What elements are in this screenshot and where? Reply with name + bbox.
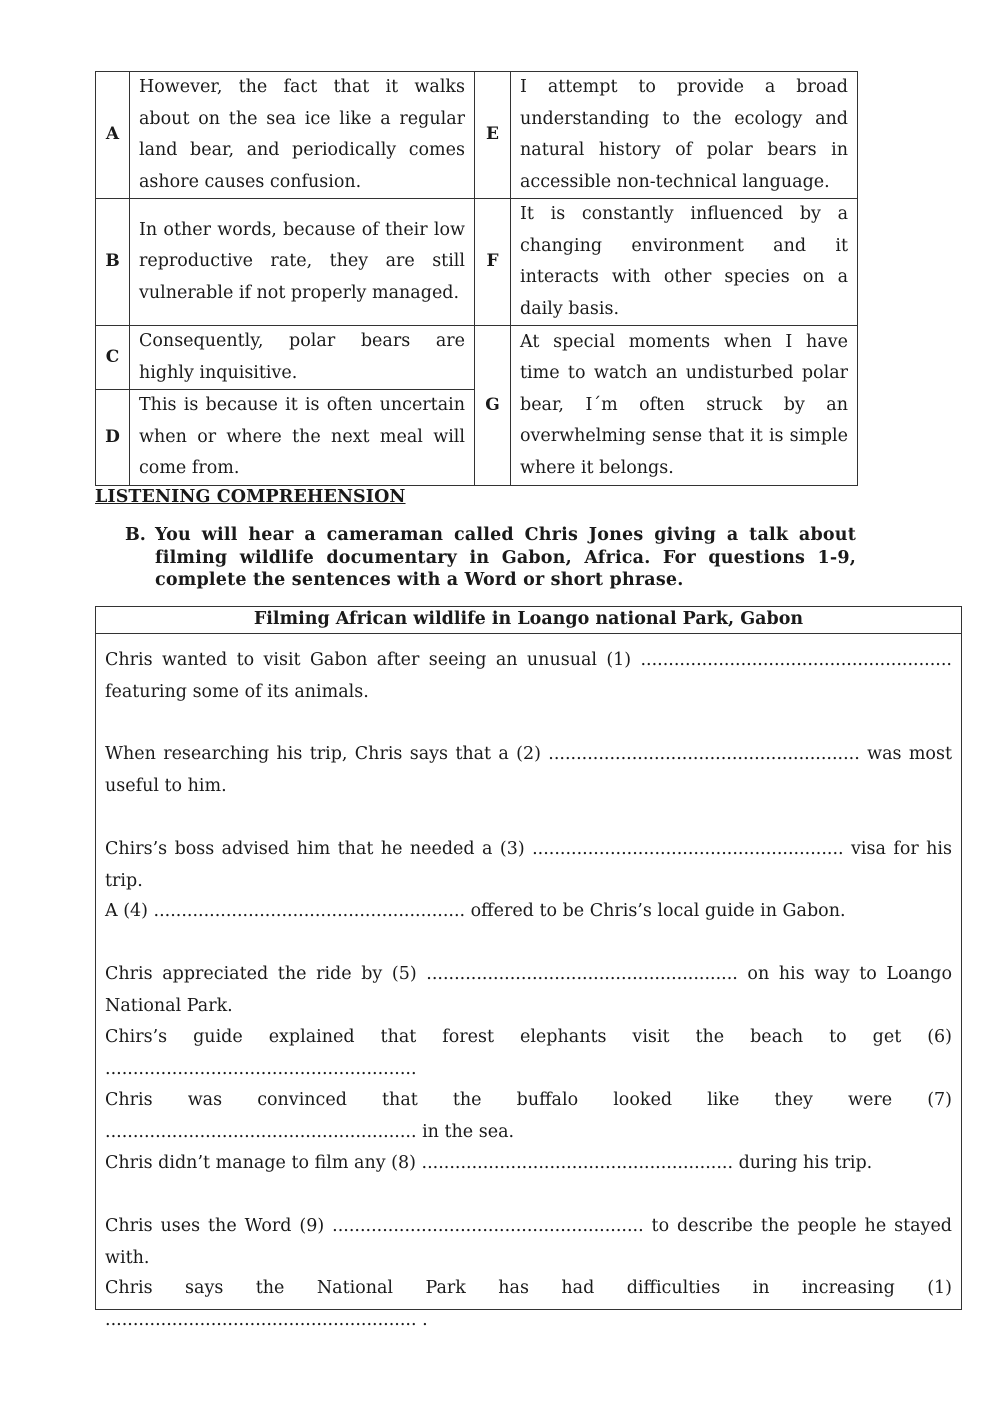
option-letter-c: C bbox=[96, 326, 130, 390]
question-5: Chris appreciated the ride by (5) ........................................................ on his way to Loango National Park. bbox=[105, 964, 952, 1016]
option-letter-g: G bbox=[475, 326, 511, 486]
option-text-a: However, the fact that it walks about on the sea ice like a regular land bear, and periodically comes ashore causes confusion. bbox=[130, 72, 475, 199]
question-7: Chris was convinced that the buffalo looked like they were (7) ........................................................ in the sea. bbox=[105, 1090, 952, 1142]
section-heading: LISTENING COMPREHENSION bbox=[95, 487, 406, 507]
table-row bbox=[96, 326, 858, 390]
option-text-f: It is constantly influenced by a changing environment and it interacts with other species on a daily basis. bbox=[511, 199, 858, 326]
question-9: Chris uses the Word (9) ........................................................ to describe the people he stayed with. bbox=[105, 1216, 952, 1268]
question-10: Chris says the National Park has had difficulties in increasing (1) ........................................................ . bbox=[105, 1278, 952, 1330]
option-text-d: This is because it is often uncertain when or where the next meal will come from. bbox=[130, 390, 475, 486]
table-row bbox=[96, 72, 858, 199]
table-row bbox=[96, 199, 858, 326]
instructions bbox=[125, 524, 856, 592]
option-letter-b: B bbox=[96, 199, 130, 326]
instruction-text: You will hear a cameraman called Chris Jones giving a talk about filming wildlife documentary in Gabon, Africa. For questions 1-9, complete the sentences with a Word or short phrase. bbox=[155, 525, 856, 590]
option-text-c: Consequently, polar bears are highly inquisitive. bbox=[130, 326, 475, 390]
title-divider bbox=[96, 633, 961, 634]
question-2: When researching his trip, Chris says that a (2) ........................................................ was most useful to him. bbox=[105, 744, 952, 796]
option-letter-d: D bbox=[96, 390, 130, 486]
option-letter-f: F bbox=[475, 199, 511, 326]
box-title: Filming African wildlife in Loango national Park, Gabon bbox=[253, 609, 804, 629]
option-text-g: At special moments when I have time to watch an undisturbed polar bear, I´m often struck by an overwhelming sense that it is simple where it belongs. bbox=[511, 326, 858, 486]
question-1: Chris wanted to visit Gabon after seeing an unusual (1) ........................................................ featuring some of its animals. bbox=[105, 650, 952, 702]
question-8: Chris didn’t manage to film any (8) ........................................................ during his trip. bbox=[105, 1153, 873, 1173]
question-6: Chirs’s guide explained that forest elephants visit the beach to get (6) ........................................................ bbox=[105, 1027, 952, 1079]
option-letter-e: E bbox=[475, 72, 511, 199]
question-4: A (4) ........................................................ offered to be Chris’s local guide in Gabon. bbox=[105, 901, 846, 921]
option-text-b: In other words, because of their low reproductive rate, they are still vulnerable if not properly managed. bbox=[130, 199, 475, 326]
option-text-e: I attempt to provide a broad understanding to the ecology and natural history of polar bears in accessible non-technical language. bbox=[511, 72, 858, 199]
listening-box bbox=[95, 606, 962, 1330]
option-letter-a: A bbox=[96, 72, 130, 199]
question-3: Chirs’s boss advised him that he needed a (3) ........................................................ visa for his trip. bbox=[105, 839, 952, 891]
instruction-label: B. bbox=[125, 525, 146, 545]
matching-table bbox=[95, 71, 858, 486]
